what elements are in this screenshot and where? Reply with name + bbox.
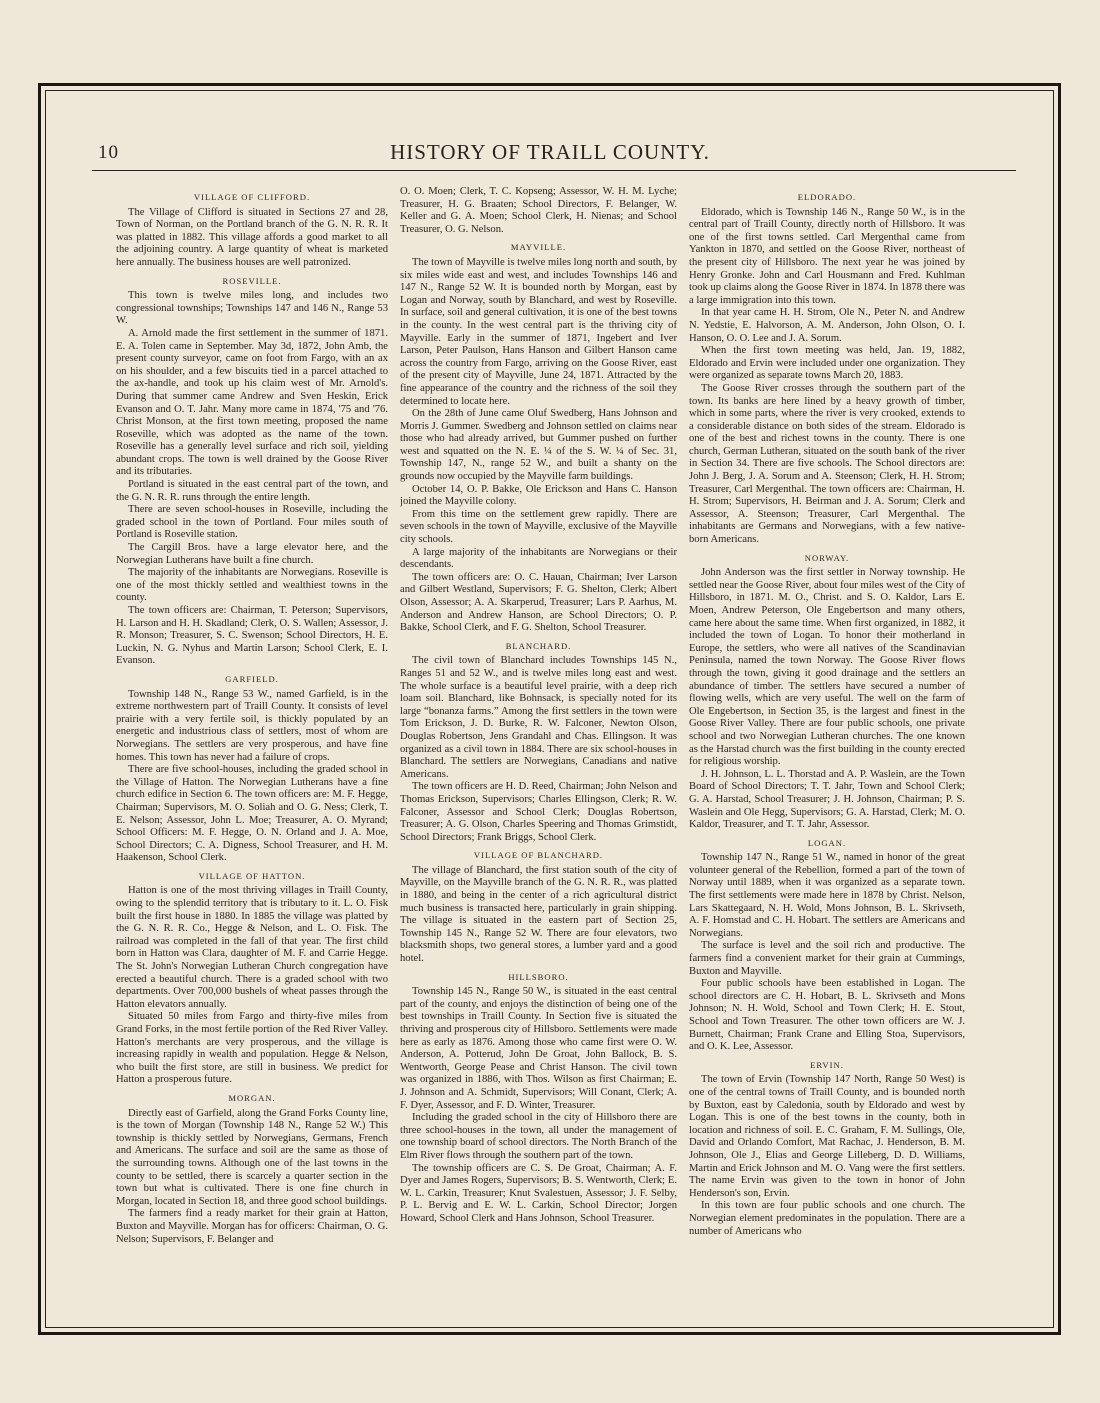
article-section [400,640,677,845]
text-column-2 [400,186,677,1266]
paragraph: The Cargill Bros. have a large elevator here, and the Norwegian Lutherans have built a fine church. [116,542,388,566]
section-heading: NORWAY. [804,552,850,563]
article-section [400,971,677,1226]
section-heading: BLANCHARD. [505,640,572,651]
paragraph: The farmers find a ready market for their grain at Hatton, Buxton and Mayville. Morgan has for officers: Chairman, O. G. Nelson; Supervisors, F. Belanger and [116,1208,388,1245]
paragraph: J. H. Johnson, L. L. Thorstad and A. P. Waslein, are the Town Board of School Directors; T. T. Jahr, Town and School Clerk; G. A. Harstad, School Treasurer; J. H. Johnson, Chairman; P. S. Waslein and Ole Hegg, Supervisors; G. A. Harstad, Clerk; M. O. Kaldor, Treasurer, and T. T. Jahr, Assessor. [689,768,965,831]
section-heading: MORGAN. [228,1092,276,1103]
article-section [400,186,677,236]
section-heading: MAYVILLE. [510,242,567,253]
article-section [116,1092,388,1246]
paragraph: A large majority of the inhabitants are Norwegians or their descendants. [400,546,677,571]
paragraph: Township 145 N., Range 50 W., is situated in the east central part of the county, and enjoys the distinction of being one of the best townships in Traill County. In Section five is situated the thriving and prosperous city of Hillsboro. Settlements were made here as early as 1876. Among those who came first were O. W. Anderson, A. Potterud, John De Groat, John Ballock, B. S. Wentworth, George Pease and Christ Hanson. The civil town was organized in 1886, with Thos. Wilson as first Chairman; E. J. Johnson and A. Schmidt, Supervisors; Will Conant, Clerk; A. F. Dyer, Assessor, and F. D. Winter, Treasurer. [400,986,677,1111]
paragraph: When the first town meeting was held, Jan. 19, 1882, Eldorado and Ervin were included under one organization. They were organized as separate towns March 20, 1883. [689,345,965,382]
section-heading: ROSEVILLE. [222,275,282,286]
article-section [400,849,677,965]
paragraph: The civil town of Blanchard includes Townships 145 N., Ranges 51 and 52 W., and is twelve miles long east and west. The whole surface is a beautiful level prairie, with a deep rich loam soil. Blanchard, like Bohnsack, is specially noted for its large “bonanza farms.” Among the first settlers in the town were Tom Erickson, J. D. Burke, R. W. Falconer, Newton Olson, Douglas Robertson, Jens Grandahl and Chas. Ellingson. It was organized as a civil town in 1884. There are six school-houses in Blanchard. The settlers are Norwegians, Canadians and native Americans. [400,655,677,780]
paragraph: Hatton is one of the most thriving villages in Traill County, owing to the splendid territory that is tributary to it. L. O. Fisk built the first house in 1880. In 1885 the village was platted by the G. N. R. R. Co., Hegge & Nelson, and L. O. Fisk. The railroad was completed in the fall of that year. The first child born in Hatton was Clara, daughter of M. F. and Carrie Hegge. The St. John's Norwegian Lutheran Church congregation have erected a beautiful church. There is a graded school with two departments. Over 700,000 bushels of wheat passes through the Hatton elevators annually. [116,885,388,1010]
article-section [400,241,677,634]
article-section [689,837,965,1054]
paragraph: The township officers are C. S. De Groat, Chairman; A. F. Dyer and James Rogers, Supervisors; B. S. Wentworth, Clerk; E. W. L. Carkin, Treasurer; Knut Svalestuen, Assessor; J. F. Selby, P. L. Bervig and E. W. L. Carkin, School Director; Jorgen Howard, School Clerk and Hans Johnson, School Treasurer. [400,1162,677,1224]
paragraph: The town officers are: O. C. Hauan, Chairman; Iver Larson and Gilbert Westland, Supervisors; F. G. Shelton, Clerk; Albert Olson, Assessor; A. A. Skarperud, Treasurer; Lars P. Aarhus, M. Anderson and Andrew Hanson, are School Directors; O. P. Bakke, School Clerk, and F. G. Shelton, School Treasurer. [400,571,677,634]
article-section [689,1059,965,1238]
article-section [116,870,388,1087]
section-heading: VILLAGE OF HATTON. [198,870,306,881]
paragraph: The Goose River crosses through the southern part of the town. Its banks are here lined by a heavy growth of timber, which in some parts, where the river is very crooked, extends to a considerable distance on both sides of the stream. Eldorado is one of the best and richest towns in the county. There is one church, German Lutheran, situated on the south bank of the river in Section 34. There are five schools. The School directors are: John J. Berg, J. A. Sorum and A. Steenson; Clerk, H. H. Strom; Treasurer, Carl Mergenthal. The town officers are: Chairman, H. H. Strom; Supervisors, H. Beirman and J. A. Sorum; Clerk and Assessor, A. Steenson; Treasurer, Carl Mergenthal. The inhabitants are Germans and Norwegians, with a few native-born Americans. [689,382,965,546]
paragraph: Township 147 N., Range 51 W., named in honor of the great volunteer general of the Rebellion, formed a part of the town of Norway until 1889, when it was organized as a separate town. The first settlements were made here in 1878 by Christ. Nelson, Lars Skattegaard, N. H. Wold, Mons Johnson, B. L. Skrivseth, A. F. Homstad and C. H. Hobart. The settlers are Americans and Norwegians. [689,852,965,939]
paragraph: O. O. Moen; Clerk, T. C. Kopseng; Assessor, W. H. M. Lyche; Treasurer, H. G. Braaten; School Directors, F. Belanger, W. Keller and G. A. Moen; School Clerk, H. Nienas; and School Treasurer, O. G. Nelson. [400,186,677,235]
text-column-3 [689,186,965,1266]
page-number: 10 [98,142,119,163]
paragraph: Directly east of Garfield, along the Grand Forks County line, is the town of Morgan (Township 148 N., Range 52 W.) This township is thickly settled by Norwegians, Germans, French and Americans. The surface and soil are the same as those of the surrounding towns. Although one of the last towns in the county to be settled, there is scarcely a quarter section in the town but what is cultivated. There is one fine church in Morgan, located in Section 18, and three good school buildings. [116,1107,388,1207]
paragraph: Portland is situated in the east central part of the town, and the G. N. R. R. runs through the entire length. [116,479,388,503]
article-section [116,191,388,270]
article-section [116,673,388,865]
paragraph: The surface is level and the soil rich and productive. The farmers find a convenient market for their grain at Cummings, Buxton and Mayville. [689,940,965,977]
article-section [116,275,388,668]
section-heading: ERVIN. [810,1059,844,1070]
text-column-1 [116,186,388,1266]
paragraph: There are seven school-houses in Roseville, including the graded school in the town of Portland. Four miles south of Portland is Roseville station. [116,504,388,541]
section-heading: LOGAN. [807,837,847,848]
paragraph: Four public schools have been established in Logan. The school directors are C. H. Hobart, B. L. Skrivseth and Mons Johnson; N. H. Wold, School and Town Clerk; H. E. Stout, School and Town Treasurer. The other town officers are W. J. Burnett, Chairman; Frank Crane and Elling Stoa, Supervisors, and O. K. Lee, Assessor. [689,978,965,1053]
paragraph: The town of Mayville is twelve miles long north and south, by six miles wide east and west, and includes Townships 146 and 147 N., Range 52 W. It is bounded north by Morgan, east by Logan and Norway, south by Blanchard, and west by Roseville. In surface, soil and general cultivation, it is one of the best towns in the county. In the west central part is the thriving city of Mayville. Early in the summer of 1871, Ingebert and Iver Larson, Peter Paulson, Hans Hanson and Gilbert Hanson came across the country from Fargo, arriving on the Goose River, east of the present city of Mayville, June 24, 1871. Attracted by the fine appearance of the country and the richness of the soil they determined to locate here. [400,256,677,407]
header-rule [92,170,1016,171]
paragraph: Eldorado, which is Township 146 N., Range 50 W., is in the central part of Traill County, directly north of Hillsboro. It was one of the first towns settled. Carl Mergenthal came from Yankton in 1870, and settled on the Goose River, northeast of the present city of Hillsboro. The next year he was joined by Henry Gronke. John and Carl Housmann and Fred. Kuhlman took up claims along the Goose River in 1874. In 1878 there was a large immigration into this town. [689,206,965,306]
paragraph: On the 28th of June came Oluf Swedberg, Hans Johnson and Morris J. Gummer. Swedberg and Johnson settled on claims near those who had already arrived, but Gummer pushed on further west and squatted on the N. E. ¼ of the S. W. ¼ of Sec. 31, Township 147, N., range 52 W., and built a shanty on the grounds now occupied by the Mayville farm buildings. [400,408,677,483]
paragraph: The majority of the inhabitants are Norwegians. Roseville is one of the most thickly settled and wealthiest towns in the county. [116,567,388,604]
paragraph: The Village of Clifford is situated in Sections 27 and 28, Town of Norman, on the Portland branch of the G. N. R. R. It was platted in 1882. This village affords a good market to all the adjoining country. A large quantity of wheat is marketed here annually. The business houses are well patronized. [116,206,388,268]
paragraph: A. Arnold made the first settlement in the summer of 1871. E. A. Tolen came in September. May 3d, 1872, John Amb, the present county surveyor, came on foot from Fargo, with an ax on his shoulder, and a few biscuits tied in a parcel attached to the ax-handle, and took up his claim west of Mr. Arnold's. During that summer came Andrew and Sven Heskin, Erick Evanson and O. T. Jahr. Many more came in 1874, '75 and '76. Christ Monson, at the first town meeting, proposed the name Roseville, which was adopted as the name of the town. Roseville has a generally level surface and rich soil, yielding abundant crops. The town is well drained by the Goose River and its tributaries. [116,327,388,478]
page-title: HISTORY OF TRAILL COUNTY. [390,140,710,164]
section-heading: HILLSBORO. [508,971,569,982]
paragraph: In that year came H. H. Strom, Ole N., Peter N. and Andrew N. Yedstie, E. Halvorson, A. M. Anderson, John Olson, O. I. Hanson, O. O. Lee and J. A. Sorum. [689,307,965,344]
paragraph: There are five school-houses, including the graded school in the Village of Hatton. The Norwegian Lutherans have a fine church edifice in Section 6. The town officers are: M. F. Hegge, Chairman; Supervisors, M. O. Soliah and O. G. Ness; Clerk, T. E. Nelson; Assessor, John L. Moe; Treasurer, A. O. Myrand; School Officers: M. F. Hegge, O. N. Orland and J. A. Moe, School Directors; C. A. Digness, School Treasurer, and H. M. Haakenson, School Clerk. [116,764,388,864]
paragraph: From this time on the settlement grew rapidly. There are seven schools in the town of Mayville, exclusive of the Mayville city schools. [400,508,677,546]
article-section [689,191,965,547]
article-section [689,552,965,832]
paragraph: John Anderson was the first settler in Norway township. He settled near the Goose River, about four miles west of the City of Hillsboro, in 1871. M. O., Christ. and S. O. Kaldor, Lars E. Moen, Andrew Peterson, Ole Engebertson and many others, came here about the same time. When first organized, in 1882, it included the town of Logan. To honor their motherland in Europe, the settlers, who were all natives of the Scandinavian Peninsula, named the town Norway. The Goose River flows through the town, giving it good drainage and the settlers an abundance of timber. The settlers have secured a number of flowing wells, which are very useful. The well on the farm of Ole Engebertson, in Section 35, is the largest and finest in the Goose River Valley. There are four public schools, one private school and two Norwegian Lutheran churches. The one known as the Harstad church was the first building in the county erected for religious worship. [689,567,965,768]
section-heading: GARFIELD. [225,673,279,684]
paragraph: Including the graded school in the city of Hillsboro there are three school-houses in the town, all under the management of one township board of school directors. The North Branch of the Elm River flows through the southern part of the town. [400,1112,677,1161]
paragraph: The town of Ervin (Township 147 North, Range 50 West) is one of the central towns of Traill County, and is bounded north by Buxton, east by Caledonia, south by Eldorado and west by Logan. This is one of the best towns in the county, both in location and richness of soil. E. C. Graham, F. M. Sullings, Ole, David and Orlando Comfort, Mat Rachac, J. Henderson, B. M. Johnson, Ole J., Elias and George Lilleberg, D. D. Williams, Martin and Erick Johnson and M. O. Vang were the first settlers. The name Ervin was given to the town in honor of John Henderson's son, Ervin. [689,1074,965,1199]
section-heading: VILLAGE OF BLANCHARD. [473,850,604,861]
section-heading: VILLAGE OF CLIFFORD. [193,192,311,202]
section-heading: ELDORADO. [797,192,857,202]
paragraph: The village of Blanchard, the first station south of the city of Mayville, on the Mayville branch of the G. N. R. R., was platted in 1880, and being in the center of a rich agricultural district much business is transacted here, particularly in grain shipping. The village is situated in the eastern part of Section 25, Township 145 N., Range 52 W. There are four elevators, two blacksmith shops, two general stores, a lumber yard and a good hotel. [400,864,677,965]
paragraph: Situated 50 miles from Fargo and thirty-five miles from Grand Forks, in the most fertile portion of the Red River Valley. Hatton's merchants are very prosperous, and the village is increasing rapidly in wealth and population. Hegge & Nelson, who built the first store, are still in business. We predict for Hatton a prosperous future. [116,1011,388,1086]
paragraph: The town officers are H. D. Reed, Chairman; John Nelson and Thomas Erickson, Supervisors; Charles Ellingson, Clerk; R. W. Falconer, Assessor and School Clerk; Douglas Robertson, Treasurer; A. G. Olson, Charles Speering and Thomas Grimstidt, School Directors; Frank Briggs, School Clerk. [400,781,677,843]
paragraph: October 14, O. P. Bakke, Ole Erickson and Hans C. Hanson joined the Mayville colony. [400,483,677,508]
paragraph: Township 148 N., Range 53 W., named Garfield, is in the extreme northwestern part of Traill County. It consists of level prairie with a very fertile soil, is thickly populated by an energetic and industrious class of settlers, most of whom are Norwegians. The settlers are very prosperous, and have fine homes. This town has never had a failure of crops. [116,688,388,763]
paragraph: The town officers are: Chairman, T. Peterson; Supervisors, H. Larson and H. H. Skadland; Clerk, O. S. Wallen; Assessor, J. R. Monson; Treasurer, S. C. Swenson; School Directors, H. E. Luckin, N. G. Nyhus and Martin Larson; School Clerk, E. I. Evanson. [116,605,388,667]
paragraph: This town is twelve miles long, and includes two congressional townships; Townships 147 and 146 N., Range 53 W. [116,290,388,327]
paragraph: In this town are four public schools and one church. The Norwegian element predominates in the population. There are a number of Americans who [689,1200,965,1237]
